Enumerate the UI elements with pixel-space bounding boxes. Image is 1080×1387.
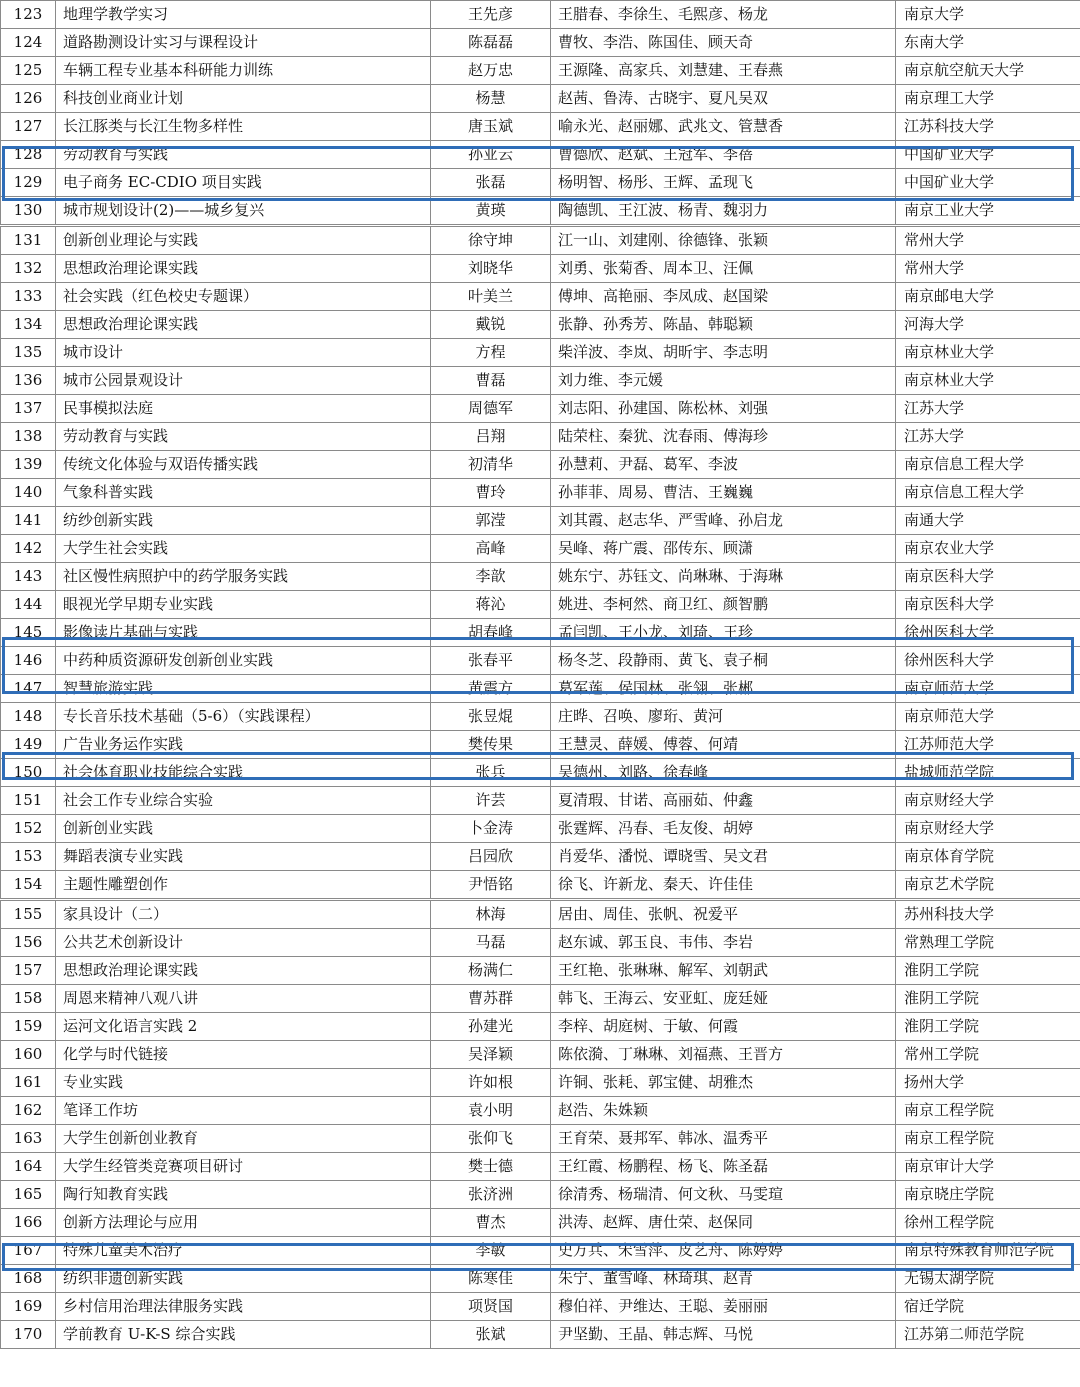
table-row [1,479,1080,507]
cell-course: 创新创业实践 [56,815,431,843]
cell-members: 葛军莲、侯国林、张翎、张郴 [551,675,896,703]
table-row [1,255,1080,283]
cell-course: 专业实践 [56,1069,431,1097]
cell-course: 气象科普实践 [56,479,431,507]
cell-school: 南京工程学院 [896,1097,1080,1125]
cell-course: 大学生社会实践 [56,535,431,563]
cell-leader: 周德军 [431,395,551,423]
cell-school: 常熟理工学院 [896,929,1080,957]
cell-course: 影像读片基础与实践 [56,619,431,647]
cell-members: 穆伯祥、尹维达、王聪、姜丽丽 [551,1293,896,1321]
cell-school: 中国矿业大学 [896,169,1080,197]
cell-members: 孟闫凯、王小龙、刘琦、王珍 [551,619,896,647]
cell-school: 徐州医科大学 [896,647,1080,675]
cell-course: 眼视光学早期专业实践 [56,591,431,619]
cell-leader: 尹悟铭 [431,871,551,900]
cell-school: 南京医科大学 [896,563,1080,591]
cell-school: 南京林业大学 [896,339,1080,367]
cell-no: 138 [1,423,56,451]
cell-members: 居由、周佳、张帆、祝爱平 [551,900,896,929]
cell-no: 134 [1,311,56,339]
cell-members: 徐飞、许新龙、秦天、许佳佳 [551,871,896,900]
cell-school: 南京师范大学 [896,675,1080,703]
cell-leader: 方程 [431,339,551,367]
table-row [1,759,1080,787]
cell-school: 淮阴工学院 [896,957,1080,985]
table-row [1,367,1080,395]
cell-course: 纺织非遗创新实践 [56,1265,431,1293]
cell-leader: 曹杰 [431,1209,551,1237]
cell-leader: 郭滢 [431,507,551,535]
cell-leader: 张昱焜 [431,703,551,731]
cell-no: 131 [1,226,56,255]
cell-course: 笔译工作坊 [56,1097,431,1125]
cell-school: 南京晓庄学院 [896,1181,1080,1209]
cell-school: 南京理工大学 [896,85,1080,113]
table-row [1,535,1080,563]
cell-school: 南京师范大学 [896,703,1080,731]
cell-no: 147 [1,675,56,703]
cell-no: 125 [1,57,56,85]
cell-members: 江一山、刘建刚、徐德锋、张颖 [551,226,896,255]
cell-school: 南京审计大学 [896,1153,1080,1181]
table-row [1,563,1080,591]
cell-no: 159 [1,1013,56,1041]
cell-no: 137 [1,395,56,423]
cell-leader: 高峰 [431,535,551,563]
cell-course: 车辆工程专业基本科研能力训练 [56,57,431,85]
cell-members: 王源隆、高家兵、刘慧建、王春燕 [551,57,896,85]
table-row [1,451,1080,479]
cell-no: 124 [1,29,56,57]
cell-members: 赵茜、鲁涛、古晓宇、夏凡吴双 [551,85,896,113]
cell-leader: 樊传果 [431,731,551,759]
cell-members: 杨冬芝、段静雨、黄飞、袁子桐 [551,647,896,675]
cell-school: 江苏科技大学 [896,113,1080,141]
cell-no: 132 [1,255,56,283]
cell-leader: 戴锐 [431,311,551,339]
cell-no: 170 [1,1321,56,1349]
cell-course: 家具设计（二） [56,900,431,929]
cell-school: 江苏第二师范学院 [896,1321,1080,1349]
cell-course: 创新创业理论与实践 [56,226,431,255]
table-row [1,57,1080,85]
cell-members: 徐清秀、杨瑞清、何文秋、马雯瑄 [551,1181,896,1209]
cell-course: 创新方法理论与应用 [56,1209,431,1237]
cell-no: 150 [1,759,56,787]
cell-no: 129 [1,169,56,197]
cell-course: 中药种质资源研发创新创业实践 [56,647,431,675]
cell-no: 162 [1,1097,56,1125]
cell-school: 苏州科技大学 [896,900,1080,929]
cell-leader: 张春平 [431,647,551,675]
cell-course: 城市公园景观设计 [56,367,431,395]
cell-course: 专长音乐技术基础（5-6）（实践课程） [56,703,431,731]
cell-members: 杨明智、杨彤、王辉、孟现飞 [551,169,896,197]
cell-course: 城市规划设计(2)——城乡复兴 [56,197,431,226]
cell-school: 东南大学 [896,29,1080,57]
cell-no: 149 [1,731,56,759]
cell-no: 140 [1,479,56,507]
cell-course: 陶行知教育实践 [56,1181,431,1209]
table-row [1,339,1080,367]
cell-members: 刘其霞、赵志华、严雪峰、孙启龙 [551,507,896,535]
cell-leader: 吕翔 [431,423,551,451]
cell-no: 154 [1,871,56,900]
cell-members: 刘力维、李元媛 [551,367,896,395]
table-row [1,1209,1080,1237]
cell-course: 思想政治理论课实践 [56,311,431,339]
cell-school: 无锡太湖学院 [896,1265,1080,1293]
table-row [1,1041,1080,1069]
cell-leader: 杨慧 [431,85,551,113]
cell-no: 153 [1,843,56,871]
cell-course: 劳动教育与实践 [56,141,431,169]
cell-leader: 卜金涛 [431,815,551,843]
cell-no: 152 [1,815,56,843]
cell-no: 168 [1,1265,56,1293]
cell-school: 江苏师范大学 [896,731,1080,759]
cell-members: 李梓、胡庭树、于敏、何霞 [551,1013,896,1041]
cell-no: 169 [1,1293,56,1321]
table-row [1,985,1080,1013]
cell-course: 社会体育职业技能综合实践 [56,759,431,787]
cell-school: 南京大学 [896,1,1080,29]
cell-leader: 孙亚云 [431,141,551,169]
cell-course: 社区慢性病照护中的药学服务实践 [56,563,431,591]
cell-members: 吴德州、刘路、徐春峰 [551,759,896,787]
cell-school: 淮阴工学院 [896,985,1080,1013]
cell-members: 姚东宁、苏钰文、尚琳琳、于海琳 [551,563,896,591]
cell-members: 刘志阳、孙建国、陈松林、刘强 [551,395,896,423]
table-row [1,1153,1080,1181]
cell-school: 江苏大学 [896,423,1080,451]
cell-leader: 张磊 [431,169,551,197]
cell-school: 南京农业大学 [896,535,1080,563]
table-row [1,957,1080,985]
cell-leader: 张仰飞 [431,1125,551,1153]
table-row [1,311,1080,339]
cell-no: 128 [1,141,56,169]
cell-no: 123 [1,1,56,29]
cell-members: 赵东诚、郭玉良、韦伟、李岩 [551,929,896,957]
cell-school: 徐州工程学院 [896,1209,1080,1237]
table-row [1,619,1080,647]
cell-leader: 袁小明 [431,1097,551,1125]
cell-school: 河海大学 [896,311,1080,339]
cell-members: 王育荣、聂邦军、韩冰、温秀平 [551,1125,896,1153]
cell-school: 中国矿业大学 [896,141,1080,169]
cell-leader: 唐玉斌 [431,113,551,141]
cell-course: 道路勘测设计实习与课程设计 [56,29,431,57]
cell-course: 社会实践（红色校史专题课） [56,283,431,311]
cell-course: 纺纱创新实践 [56,507,431,535]
cell-school: 南京信息工程大学 [896,451,1080,479]
cell-members: 陆荣柱、秦犹、沈春雨、傅海珍 [551,423,896,451]
cell-course: 传统文化体验与双语传播实践 [56,451,431,479]
cell-leader: 樊士德 [431,1153,551,1181]
cell-course: 长江豚类与长江生物多样性 [56,113,431,141]
cell-school: 南京医科大学 [896,591,1080,619]
cell-leader: 张兵 [431,759,551,787]
cell-no: 161 [1,1069,56,1097]
table-row [1,815,1080,843]
cell-no: 133 [1,283,56,311]
cell-members: 王腊春、李徐生、毛熙彦、杨龙 [551,1,896,29]
cell-members: 陈依漪、丁琳琳、刘福燕、王晋方 [551,1041,896,1069]
cell-no: 163 [1,1125,56,1153]
table-row [1,85,1080,113]
cell-members: 夏清瑕、甘诺、高丽茹、仲鑫 [551,787,896,815]
cell-school: 南京财经大学 [896,787,1080,815]
table-row [1,1265,1080,1293]
table-row [1,591,1080,619]
cell-leader: 初清华 [431,451,551,479]
cell-members: 庄晔、召唤、廖珩、黄河 [551,703,896,731]
cell-leader: 胡春峰 [431,619,551,647]
table-row [1,900,1080,929]
cell-members: 王慧灵、薛媛、傅蓉、何靖 [551,731,896,759]
cell-school: 淮阴工学院 [896,1013,1080,1041]
table-row [1,1321,1080,1349]
table-row [1,843,1080,871]
table-row [1,169,1080,197]
cell-school: 南京信息工程大学 [896,479,1080,507]
cell-school: 南京林业大学 [896,367,1080,395]
cell-no: 151 [1,787,56,815]
cell-no: 158 [1,985,56,1013]
cell-course: 社会工作专业综合实验 [56,787,431,815]
cell-no: 166 [1,1209,56,1237]
cell-school: 常州工学院 [896,1041,1080,1069]
cell-no: 164 [1,1153,56,1181]
table-row [1,29,1080,57]
cell-members: 王红霞、杨鹏程、杨飞、陈圣磊 [551,1153,896,1181]
cell-course: 广告业务运作实践 [56,731,431,759]
table-row [1,871,1080,900]
cell-course: 民事模拟法庭 [56,395,431,423]
cell-leader: 陈磊磊 [431,29,551,57]
cell-no: 139 [1,451,56,479]
cell-members: 朱宁、董雪峰、林琦琪、赵青 [551,1265,896,1293]
cell-leader: 曹磊 [431,367,551,395]
cell-leader: 曹苏群 [431,985,551,1013]
cell-school: 南京财经大学 [896,815,1080,843]
cell-no: 157 [1,957,56,985]
cell-members: 曹德欣、赵斌、王冠军、李蓓 [551,141,896,169]
cell-school: 江苏大学 [896,395,1080,423]
cell-course: 电子商务 EC-CDIO 项目实践 [56,169,431,197]
cell-members: 姚进、李柯然、商卫红、颜智鹏 [551,591,896,619]
cell-leader: 吕园欣 [431,843,551,871]
cell-members: 曹牧、李浩、陈国佳、顾天奇 [551,29,896,57]
cell-no: 165 [1,1181,56,1209]
cell-no: 130 [1,197,56,226]
cell-leader: 孙建光 [431,1013,551,1041]
cell-no: 146 [1,647,56,675]
cell-members: 王红艳、张琳琳、解军、刘朝武 [551,957,896,985]
cell-members: 洪涛、赵辉、唐仕荣、赵保同 [551,1209,896,1237]
cell-leader: 徐守坤 [431,226,551,255]
cell-members: 韩飞、王海云、安亚虹、庞廷娅 [551,985,896,1013]
table-row [1,647,1080,675]
cell-leader: 许芸 [431,787,551,815]
cell-members: 孙菲菲、周易、曹洁、王巍巍 [551,479,896,507]
cell-course: 智慧旅游实践 [56,675,431,703]
cell-course: 舞蹈表演专业实践 [56,843,431,871]
cell-leader: 黄震方 [431,675,551,703]
cell-school: 扬州大学 [896,1069,1080,1097]
cell-no: 126 [1,85,56,113]
cell-members: 傅坤、高艳丽、李凤成、赵国梁 [551,283,896,311]
cell-school: 盐城师范学院 [896,759,1080,787]
cell-no: 144 [1,591,56,619]
cell-no: 155 [1,900,56,929]
cell-leader: 杨满仁 [431,957,551,985]
cell-leader: 许如根 [431,1069,551,1097]
cell-school: 常州大学 [896,255,1080,283]
cell-course: 周恩来精神八观八讲 [56,985,431,1013]
table-row [1,703,1080,731]
cell-course: 化学与时代链接 [56,1041,431,1069]
cell-course: 思想政治理论课实践 [56,255,431,283]
cell-course: 思想政治理论课实践 [56,957,431,985]
cell-school: 南京工程学院 [896,1125,1080,1153]
table-row [1,1125,1080,1153]
cell-leader: 吴泽颖 [431,1041,551,1069]
cell-members: 肖爱华、潘悦、谭晓雪、吴文君 [551,843,896,871]
cell-members: 赵浩、朱姝颖 [551,1097,896,1125]
cell-course: 城市设计 [56,339,431,367]
cell-no: 136 [1,367,56,395]
table-row [1,283,1080,311]
cell-school: 宿迁学院 [896,1293,1080,1321]
cell-no: 160 [1,1041,56,1069]
table-row [1,1097,1080,1125]
table-row [1,197,1080,226]
cell-school: 徐州医科大学 [896,619,1080,647]
table-row [1,1069,1080,1097]
cell-leader: 陈寒佳 [431,1265,551,1293]
cell-course: 学前教育 U-K-S 综合实践 [56,1321,431,1349]
cell-school: 常州大学 [896,226,1080,255]
cell-course: 科技创业商业计划 [56,85,431,113]
cell-leader: 张斌 [431,1321,551,1349]
course-table-body [1,1,1080,1349]
cell-school: 南京体育学院 [896,843,1080,871]
cell-leader: 叶美兰 [431,283,551,311]
cell-members: 吴峰、蒋广震、邵传东、顾潇 [551,535,896,563]
table-row [1,1293,1080,1321]
cell-members: 张霆辉、冯春、毛友俊、胡婷 [551,815,896,843]
cell-leader: 黄瑛 [431,197,551,226]
table-row [1,787,1080,815]
cell-school: 南京艺术学院 [896,871,1080,900]
cell-members: 喻永光、赵丽娜、武兆文、管慧香 [551,113,896,141]
cell-members: 许铜、张耗、郭宝健、胡雅杰 [551,1069,896,1097]
cell-school: 南京邮电大学 [896,283,1080,311]
cell-course: 运河文化语言实践 2 [56,1013,431,1041]
cell-course: 特殊儿童美术治疗 [56,1237,431,1265]
cell-no: 127 [1,113,56,141]
cell-no: 141 [1,507,56,535]
cell-school: 南京特殊教育师范学院 [896,1237,1080,1265]
cell-leader: 王先彦 [431,1,551,29]
cell-no: 145 [1,619,56,647]
table-row [1,507,1080,535]
cell-members: 史万兵、宋雪萍、皮艺舟、陈婷婷 [551,1237,896,1265]
cell-no: 142 [1,535,56,563]
cell-school: 南京航空航天大学 [896,57,1080,85]
cell-leader: 李敏 [431,1237,551,1265]
table-row [1,1181,1080,1209]
cell-leader: 林海 [431,900,551,929]
cell-leader: 蒋沁 [431,591,551,619]
table-row [1,113,1080,141]
cell-leader: 项贤国 [431,1293,551,1321]
cell-members: 尹坚勤、王晶、韩志辉、马悦 [551,1321,896,1349]
cell-no: 143 [1,563,56,591]
cell-leader: 曹玲 [431,479,551,507]
cell-leader: 李歆 [431,563,551,591]
cell-members: 孙慧莉、尹磊、葛军、李波 [551,451,896,479]
table-row [1,1237,1080,1265]
cell-members: 陶德凯、王江波、杨青、魏羽力 [551,197,896,226]
table-row [1,141,1080,169]
cell-course: 乡村信用治理法律服务实践 [56,1293,431,1321]
cell-no: 148 [1,703,56,731]
table-row [1,423,1080,451]
cell-members: 张静、孙秀芳、陈晶、韩聪颖 [551,311,896,339]
table-row [1,395,1080,423]
cell-no: 135 [1,339,56,367]
cell-leader: 张济洲 [431,1181,551,1209]
cell-course: 地理学教学实习 [56,1,431,29]
table-row [1,675,1080,703]
cell-school: 南通大学 [896,507,1080,535]
cell-course: 大学生经管类竞赛项目研讨 [56,1153,431,1181]
cell-leader: 马磊 [431,929,551,957]
table-row [1,1,1080,29]
cell-course: 劳动教育与实践 [56,423,431,451]
cell-no: 156 [1,929,56,957]
cell-members: 刘勇、张菊香、周本卫、汪佩 [551,255,896,283]
cell-course: 公共艺术创新设计 [56,929,431,957]
table-row [1,1013,1080,1041]
cell-leader: 赵万忠 [431,57,551,85]
table-row [1,731,1080,759]
table-row [1,929,1080,957]
cell-no: 167 [1,1237,56,1265]
cell-course: 大学生创新创业教育 [56,1125,431,1153]
cell-members: 柴洋波、李岚、胡昕宇、李志明 [551,339,896,367]
table-row [1,226,1080,255]
cell-leader: 刘晓华 [431,255,551,283]
cell-school: 南京工业大学 [896,197,1080,226]
cell-course: 主题性雕塑创作 [56,871,431,900]
